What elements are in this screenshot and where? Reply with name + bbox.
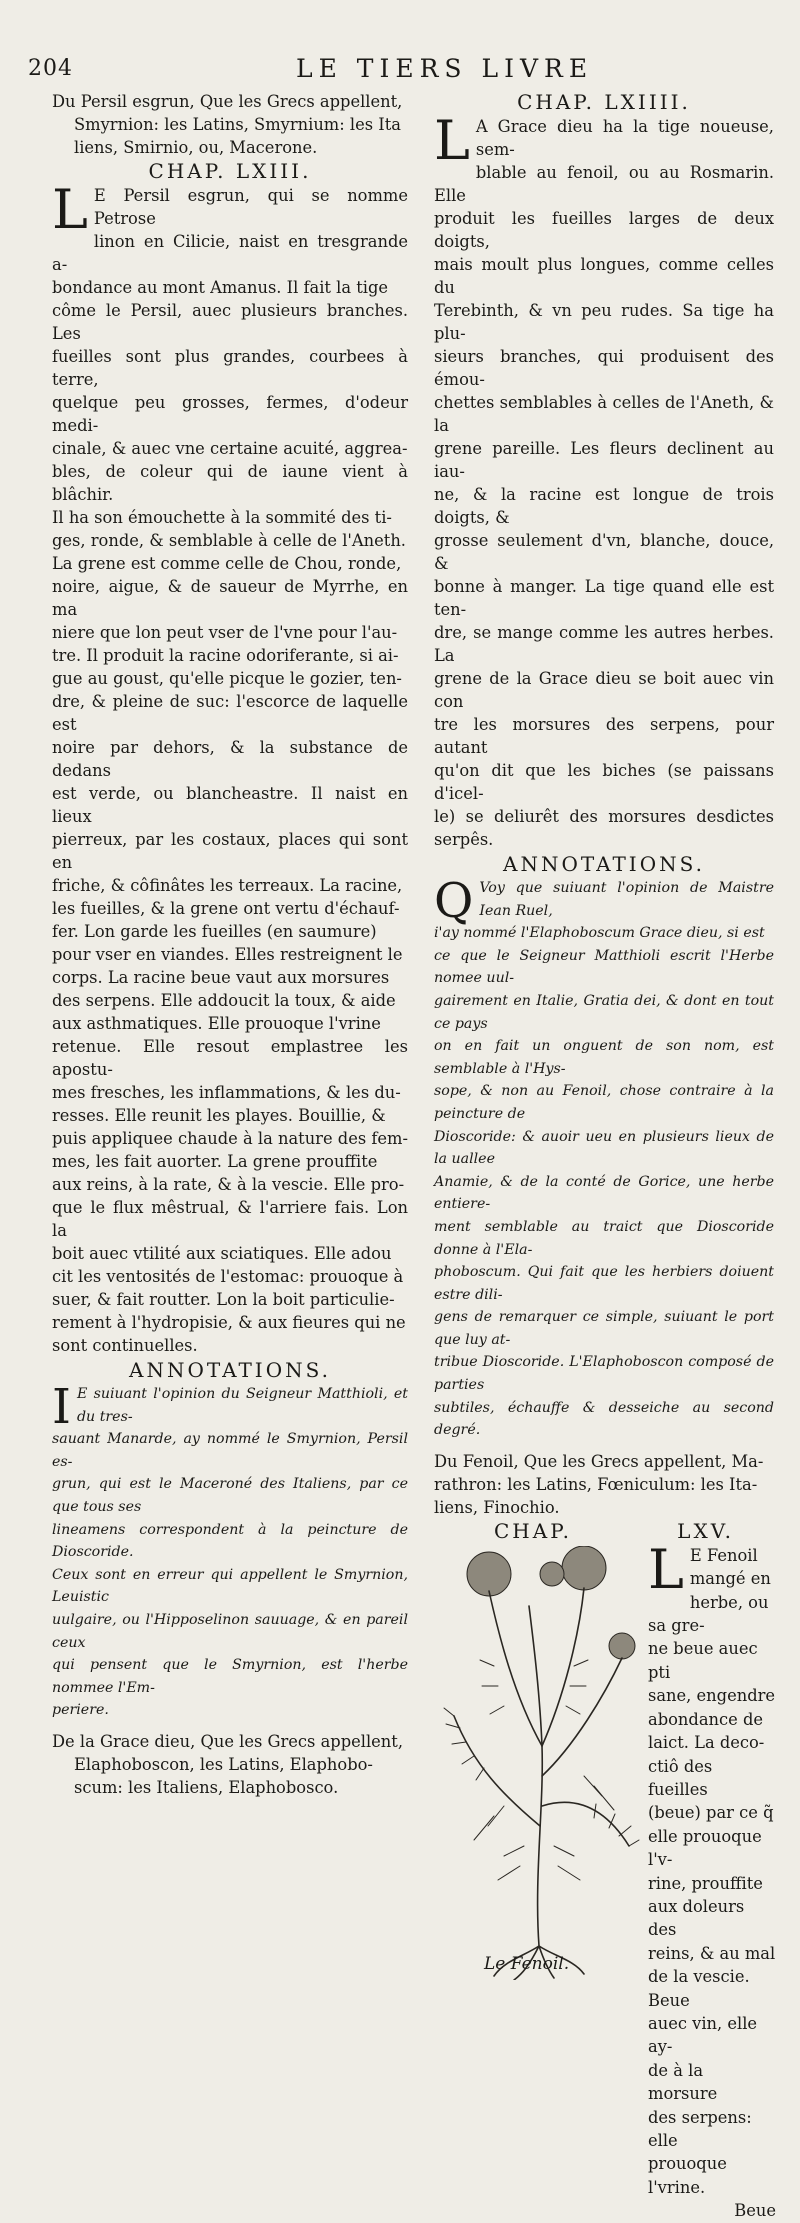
body-line: Terebinth, & vn peu rudes. Sa tige ha plu- [434, 301, 774, 343]
drop-cap: L [52, 178, 88, 241]
body-line: les fueilles, & la grene ont vertu d'échauf- [52, 899, 400, 918]
body-line: noire, aigue, & de saueur de Myrrhe, en ma [52, 577, 408, 619]
body-line: de à la morsure [648, 2060, 718, 2104]
annotation-line: phoboscum. Qui fait que les herbiers doiuent estre dili- [434, 1264, 774, 1303]
annotation-line: tribue Dioscoride. L'Elaphoboscon composé de parties [434, 1354, 774, 1394]
annotation-line: Ceux sont en erreur qui appellent le Smyrnion, Leuistic [52, 1566, 408, 1606]
body-line: resses. Elle reunit les playes. Bouillie, & [52, 1106, 386, 1125]
body-line: des serpens: elle [648, 2107, 752, 2150]
intro-line: liens, Smirnio, ou, Macerone. [74, 138, 318, 157]
intro-line: scum: les Italiens, Elaphobosco. [74, 1777, 339, 1797]
body-line: mais moult plus longues, comme celles du [434, 255, 774, 297]
chapter-number: LXV. [677, 1518, 734, 1543]
body-line: linon en Cilicie, naist en tresgrande a- [52, 232, 408, 274]
body-line: blable au fenoil, ou au Rosmarin. Elle [434, 163, 774, 205]
drop-cap: Q [434, 873, 474, 929]
body-line: tre les morsures des serpens, pour autant [434, 715, 774, 757]
body-line: est verde, ou blancheastre. Il naist en lieux [52, 784, 408, 826]
body-line: E Persil esgrun, qui se nomme Petrose [93, 186, 408, 228]
annotation-line: periere. [52, 1702, 109, 1719]
body-line: de la vescie. Beue [648, 1967, 750, 2010]
body-line: dre, se mange comme les autres herbes. La [434, 623, 774, 665]
body-line: bles, de coleur qui de iaune vient à blâchir. [52, 462, 408, 504]
body-line: ges, ronde, & semblable à celle de l'Aneth. [52, 531, 406, 550]
annotation-line: gens de remarquer ce simple, suiuant le port que luy at- [434, 1309, 774, 1348]
annotation-line: grun, qui est le Maceroné des Italiens, par ce que tous ses [52, 1476, 408, 1515]
chapter-65-body [648, 1537, 776, 2223]
intro-line: Du Fenoil, Que les Grecs appellent, Ma- [434, 1451, 764, 1471]
body-line: qu'on dit que les biches (se paissans d'icel- [434, 761, 774, 803]
body-line: A Grace dieu ha la tige noueuse, sem- [475, 117, 774, 159]
annotation-line: sope, & non au Fenoil, chose contraire à la peincture de [434, 1083, 774, 1122]
chapter-title: CHAP. LXIII. [148, 159, 312, 183]
chapter-title [434, 1519, 774, 1544]
intro-line: De la Grace dieu, Que les Grecs appellent, [52, 1731, 404, 1751]
body-line: puis appliquee chaude à la nature des fem- [52, 1129, 408, 1148]
body-line: corps. La racine beue vaut aux morsures [52, 968, 390, 987]
chapter-64-heading-intro [52, 1730, 408, 1799]
body-line: bondance au mont Amanus. Il fait la tige [52, 278, 389, 297]
body-line: que le flux mêstrual, & l'arriere fais. Lon la [52, 1198, 408, 1240]
body-line: E Fenoil [689, 1545, 758, 1565]
body-line: laict. La deco- [648, 1733, 765, 1753]
body-line: aux asthmatiques. Elle prouoque l'vrine [52, 1014, 381, 1033]
body-line: abondance de [648, 1709, 764, 1729]
annotation-line: Voy que suiuant l'opinion de Maistre Iean Ruel, [479, 880, 774, 919]
annotations-title: ANNOTATIONS. [503, 852, 705, 876]
body-line: quelque peu grosses, fermes, d'odeur medi- [52, 393, 408, 435]
body-line: La grene est comme celle de Chou, ronde, [52, 554, 402, 573]
annotations-63 [52, 1379, 408, 1722]
chapter-64-body [434, 109, 774, 851]
body-line: fueilles sont plus grandes, courbees à terre, [52, 347, 408, 389]
drop-cap: L [648, 1537, 684, 1601]
body-line: gue au goust, qu'elle picque le gozier, ten- [52, 669, 402, 688]
body-line: le) se deliurêt des morsures desdictes serpês. [434, 807, 774, 849]
body-line: Il ha son émouchette à la sommité des ti- [52, 508, 392, 527]
body-line: cinale, & auec vne certaine acuité, aggrea- [52, 439, 408, 458]
body-line: grene de la Grace dieu se boit auec vin con [434, 669, 774, 711]
annotation-line: i'ay nommé l'Elaphoboscum Grace dieu, si est [434, 925, 765, 942]
body-line: cit les ventosités de l'estomac: prouoque à [52, 1267, 404, 1286]
body-line: niere que lon peut vser de l'vne pour l'au- [52, 623, 398, 642]
fennel-woodcut-illustration [434, 1546, 644, 1980]
chapter-63-body [52, 178, 408, 1357]
drop-cap: L [434, 109, 470, 172]
body-line: elle prouoque l'v- [648, 1826, 762, 1870]
body-line: herbe, ou sa gre- [648, 1592, 769, 1636]
chapter-title: CHAP. LXIIII. [517, 90, 691, 114]
body-line: mes fresches, les inflammations, & les du- [52, 1083, 401, 1102]
annotation-line: gairement en Italie, Gratia dei, & dont en tout ce pays [434, 992, 774, 1032]
page-header [28, 56, 788, 86]
left-column [52, 90, 408, 1799]
body-line: boit auec vtilité aux sciatiques. Elle adou [52, 1244, 392, 1263]
body-line: friche, & côfinâtes les terreaux. La racine, [52, 876, 403, 895]
body-line: tre. Il produit la racine odoriferante, si ai- [52, 646, 399, 665]
body-line: mangé en [689, 1569, 771, 1589]
body-line: fer. Lon garde les fueilles (en saumure) [52, 922, 377, 941]
annotation-line: on en fait un onguent de son nom, est semblable à l'Hys- [434, 1038, 774, 1077]
body-line: pour vser en viandes. Elles restreignent le [52, 945, 403, 964]
body-line: dre, & pleine de suc: l'escorce de laquelle est [52, 692, 408, 734]
annotation-line: qui pensent que le Smyrnion, est l'herbe nommee l'Em- [52, 1657, 408, 1696]
body-line: mes, les fait auorter. La grene prouffite [52, 1152, 378, 1171]
intro-line: Smyrnion: les Latins, Smyrnium: les Ita [74, 115, 401, 134]
body-line: sieurs branches, qui produisent des émou- [434, 347, 774, 389]
body-line: auec vin, elle ay- [648, 2013, 758, 2057]
body-line: reins, & au mal [648, 1943, 776, 1963]
body-line: aux doleurs des [648, 1896, 745, 1940]
body-line: pierreux, par les costaux, places qui sont en [52, 830, 408, 872]
body-line: ne beue auec pti [648, 1639, 758, 1682]
body-line: retenue. Elle resout emplastree les apostu- [52, 1037, 408, 1079]
body-line: suer, & fait routter. Lon la boit particulie- [52, 1290, 395, 1309]
body-line: sane, engendre [648, 1686, 776, 1706]
body-line: rement à l'hydropisie, & aux fieures qui ne [52, 1313, 406, 1332]
body-line: produit les fueilles larges de deux doigts, [434, 209, 774, 251]
body-line: grene pareille. Les fleurs declinent au iau- [434, 439, 774, 481]
page-number: 204 [28, 56, 73, 81]
annotations-64 [434, 873, 774, 1442]
intro-line: liens, Finochio. [434, 1497, 560, 1517]
body-line: prouoque l'vrine. [648, 2154, 727, 2197]
intro-line: rathron: les Latins, Fœniculum: les Ita- [434, 1474, 758, 1494]
right-column [434, 90, 776, 2221]
chapter-word: CHAP. [494, 1518, 572, 1543]
body-line: rine, prouffite [648, 1873, 763, 1893]
body-line: ne, & la racine est longue de trois doigts, & [434, 485, 774, 527]
annotation-line: subtiles, échauffe & desseiche au second degré. [434, 1399, 774, 1439]
body-line: sont continuelles. [52, 1336, 198, 1355]
annotation-line: uulgaire, ou l'Hipposelinon sauuage, & en pareil ceux [52, 1611, 408, 1651]
body-line: grosse seulement d'vn, blanche, douce, & [434, 531, 774, 573]
annotations-title: ANNOTATIONS. [129, 1358, 331, 1382]
annotation-line: E suiuant l'opinion du Seigneur Matthioli, et du tres- [76, 1386, 408, 1425]
body-line: ctiô des fueilles [648, 1756, 713, 1799]
annotation-line: Dioscoride: & auoir ueu en plusieurs lieux de la uallee [434, 1128, 774, 1168]
annotation-line: lineamens correspondent à la peincture de Dioscoride. [52, 1521, 408, 1561]
figure-caption: Le Fenoil. [484, 1953, 570, 1974]
annotation-line: ce que le Seigneur Matthioli escrit l'Herbe nomee uul- [434, 947, 774, 987]
annotation-line: sauant Manarde, ay nommé le Smyrnion, Persil es- [52, 1431, 408, 1470]
catchword: Beue [734, 2201, 776, 2221]
drop-cap: I [52, 1379, 71, 1435]
body-line: aux reins, à la rate, & à la vescie. Elle pro- [52, 1175, 405, 1194]
intro-line: Du Persil esgrun, Que les Grecs appellent, [52, 92, 403, 111]
annotation-line: Anamie, & de la conté de Gorice, une herbe entiere- [434, 1173, 774, 1213]
chapter-65-heading-intro [434, 1450, 774, 1519]
body-line: côme le Persil, auec plusieurs branches. Les [52, 301, 408, 343]
body-line: (beue) par ce q̃ [648, 1803, 774, 1823]
body-line: des serpens. Elle addoucit la toux, & aide [52, 991, 396, 1010]
body-line: noire par dehors, & la substance de dedans [52, 738, 408, 780]
intro-line: Elaphoboscon, les Latins, Elaphobo- [74, 1754, 373, 1774]
annotation-line: ment semblable au traict que Dioscoride donne à l'Ela- [434, 1218, 774, 1258]
body-line: chettes semblables à celles de l'Aneth, & la [434, 393, 774, 435]
fenoil-section [434, 1537, 776, 2221]
chapter-63-heading-intro [52, 90, 408, 159]
body-line: bonne à manger. La tige quand elle est ten- [434, 577, 774, 619]
running-title: LE TIERS LIVRE [296, 54, 594, 83]
